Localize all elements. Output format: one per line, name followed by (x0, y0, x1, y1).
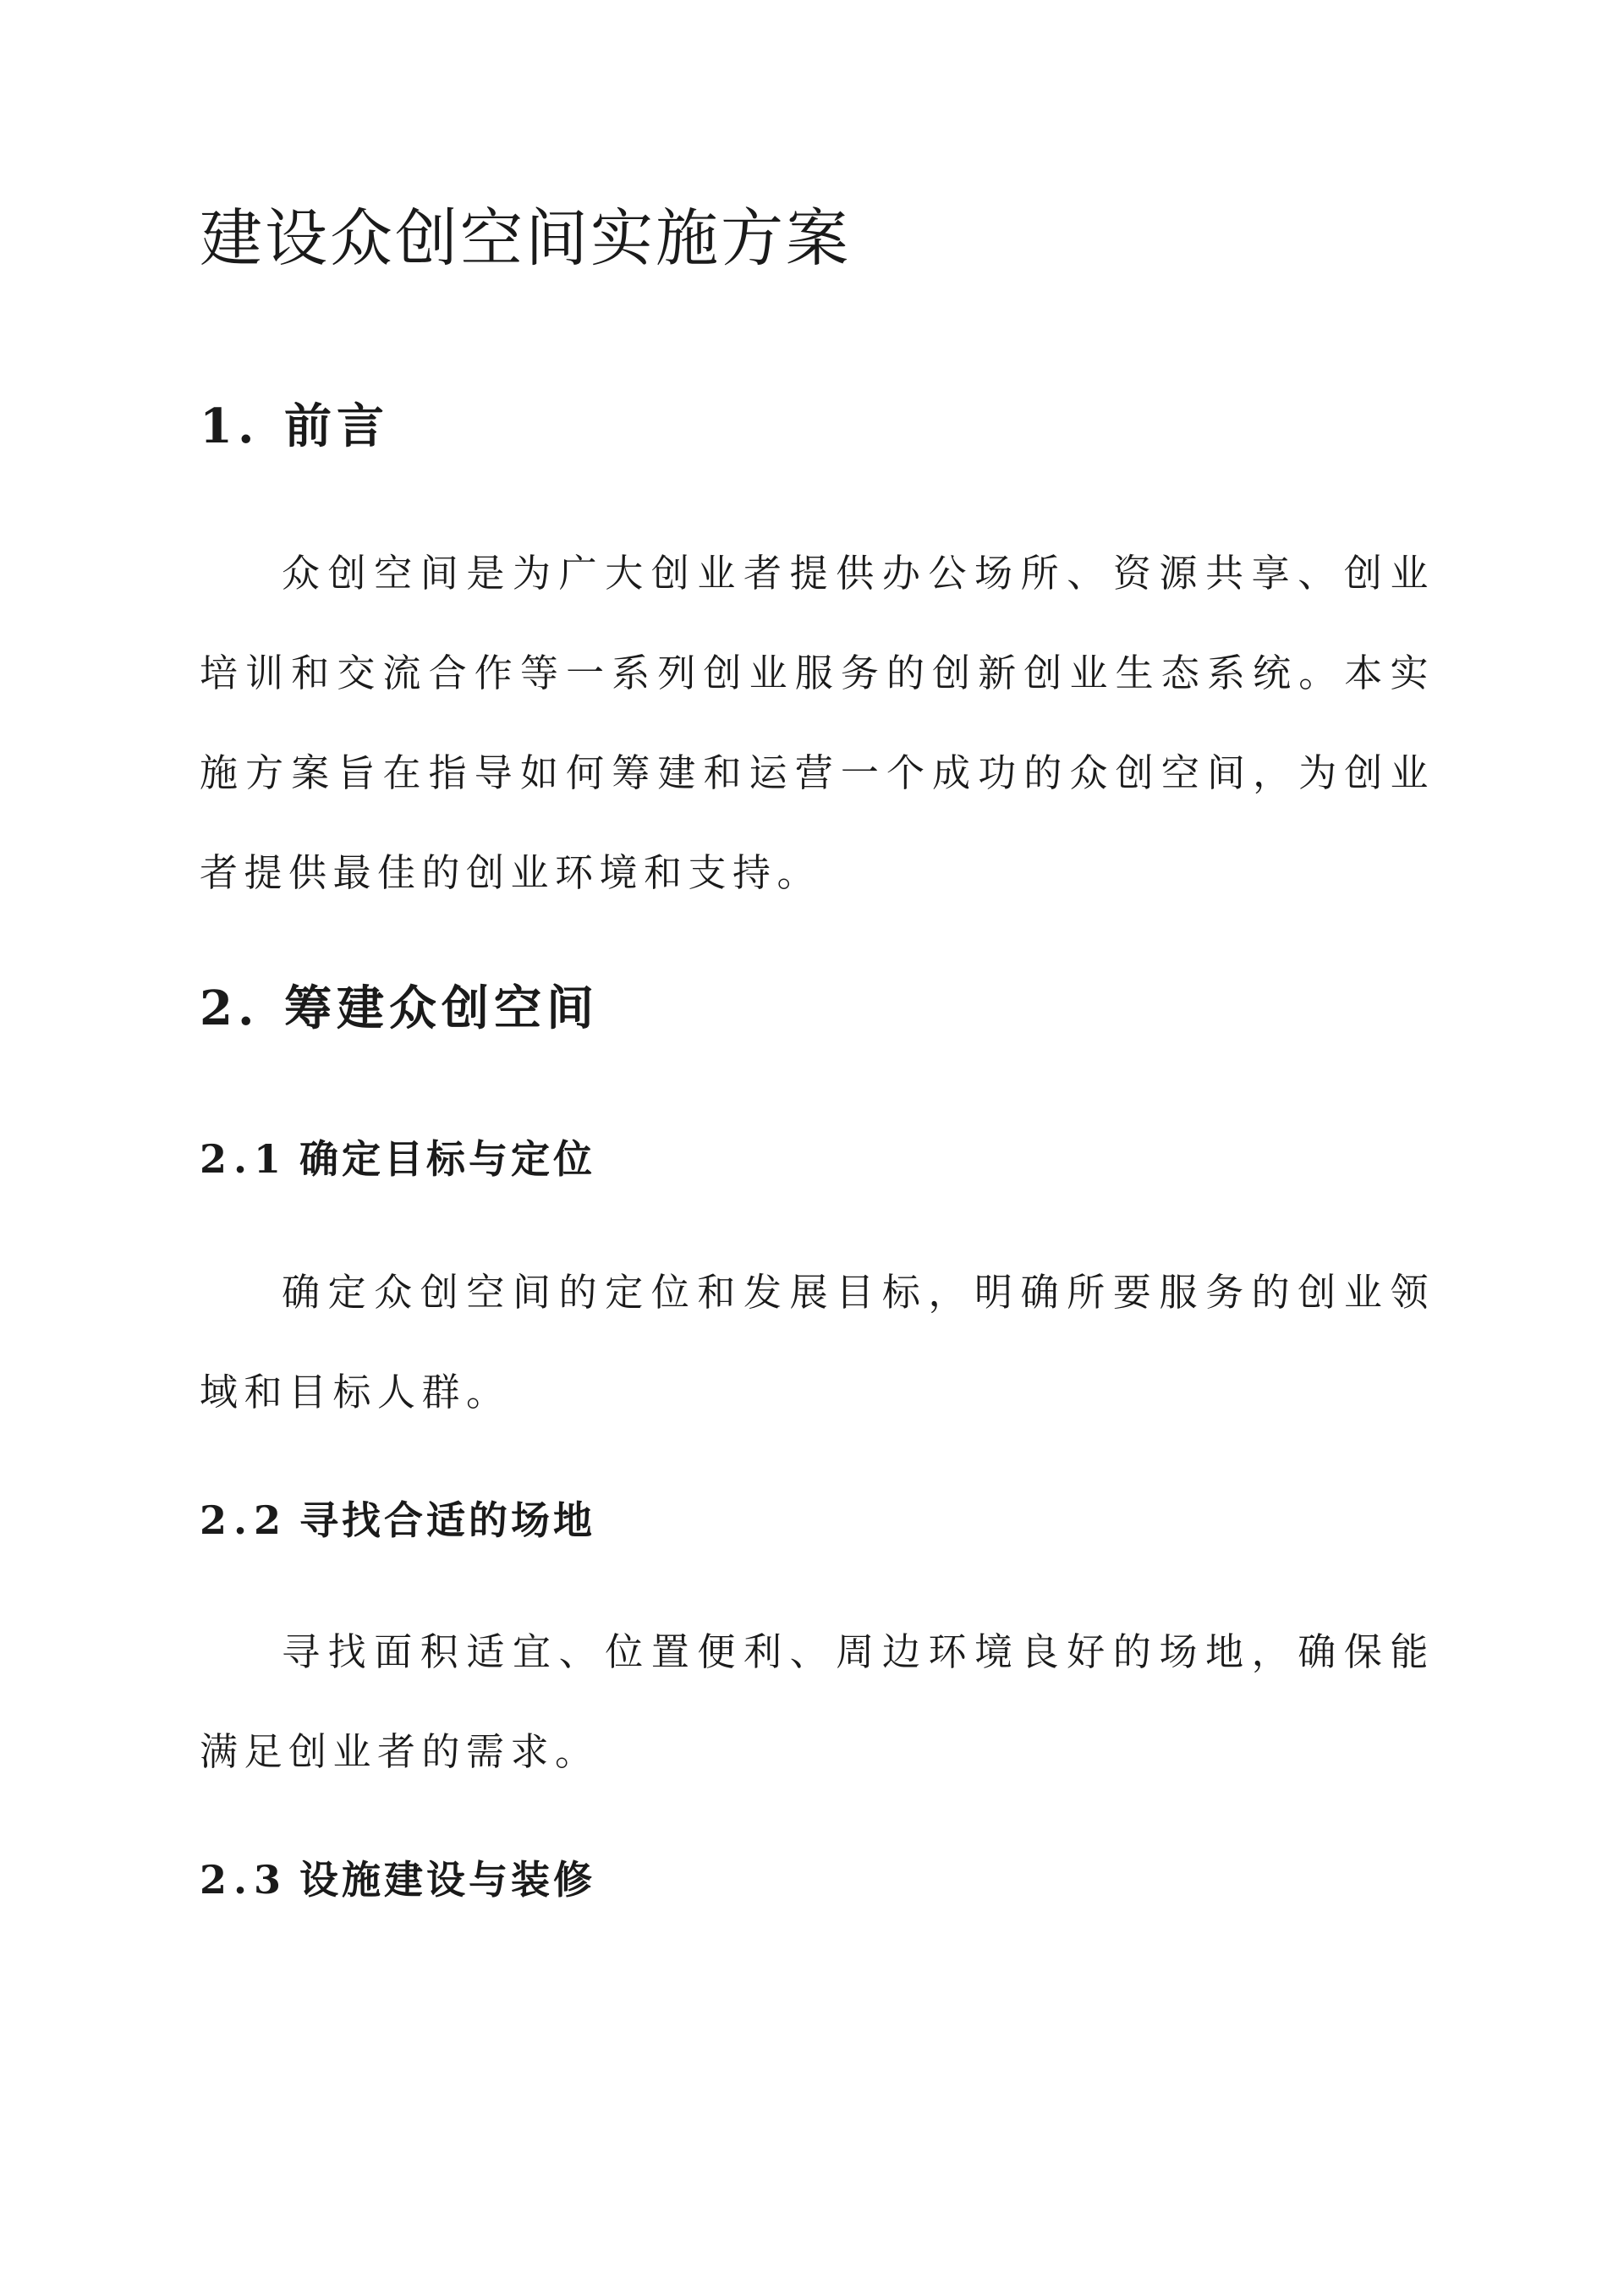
section-heading (200, 394, 389, 459)
document-title: 建设众创空间实施方案 (200, 202, 851, 275)
subsection-number: 2.2 (200, 1497, 288, 1543)
subsection-title: 寻找合适的场地 (299, 1497, 595, 1543)
subsection-number: 2.1 (200, 1136, 288, 1182)
section-paragraph: 众创空间是为广大创业者提供办公场所、资源共享、创业培训和交流合作等一系列创业服务的创新创业生态系统。本实施方案旨在指导如何筹建和运营一个成功的众创空间，为创业者提供最佳的创业环境和支持。 (200, 551, 1435, 895)
subsection-heading (200, 1495, 595, 1546)
section-title: 前言 (284, 398, 389, 454)
subsection-title: 确定目标与定位 (299, 1136, 595, 1182)
subsection-title: 设施建设与装修 (299, 1857, 595, 1903)
subsection-number: 2.3 (200, 1857, 288, 1903)
section-number: 1. (200, 398, 260, 454)
section-title: 筹建众创空间 (284, 980, 599, 1036)
subsection-heading (200, 1134, 595, 1184)
subsection-paragraph: 寻找面积适宜、位置便利、周边环境良好的场地，确保能满足创业者的需求。 (200, 1629, 1435, 1774)
section-heading (200, 976, 599, 1041)
section-number: 2. (200, 980, 260, 1036)
subsection-paragraph: 确定众创空间的定位和发展目标，明确所要服务的创业领域和目标人群。 (200, 1270, 1435, 1414)
subsection-heading (200, 1854, 595, 1905)
